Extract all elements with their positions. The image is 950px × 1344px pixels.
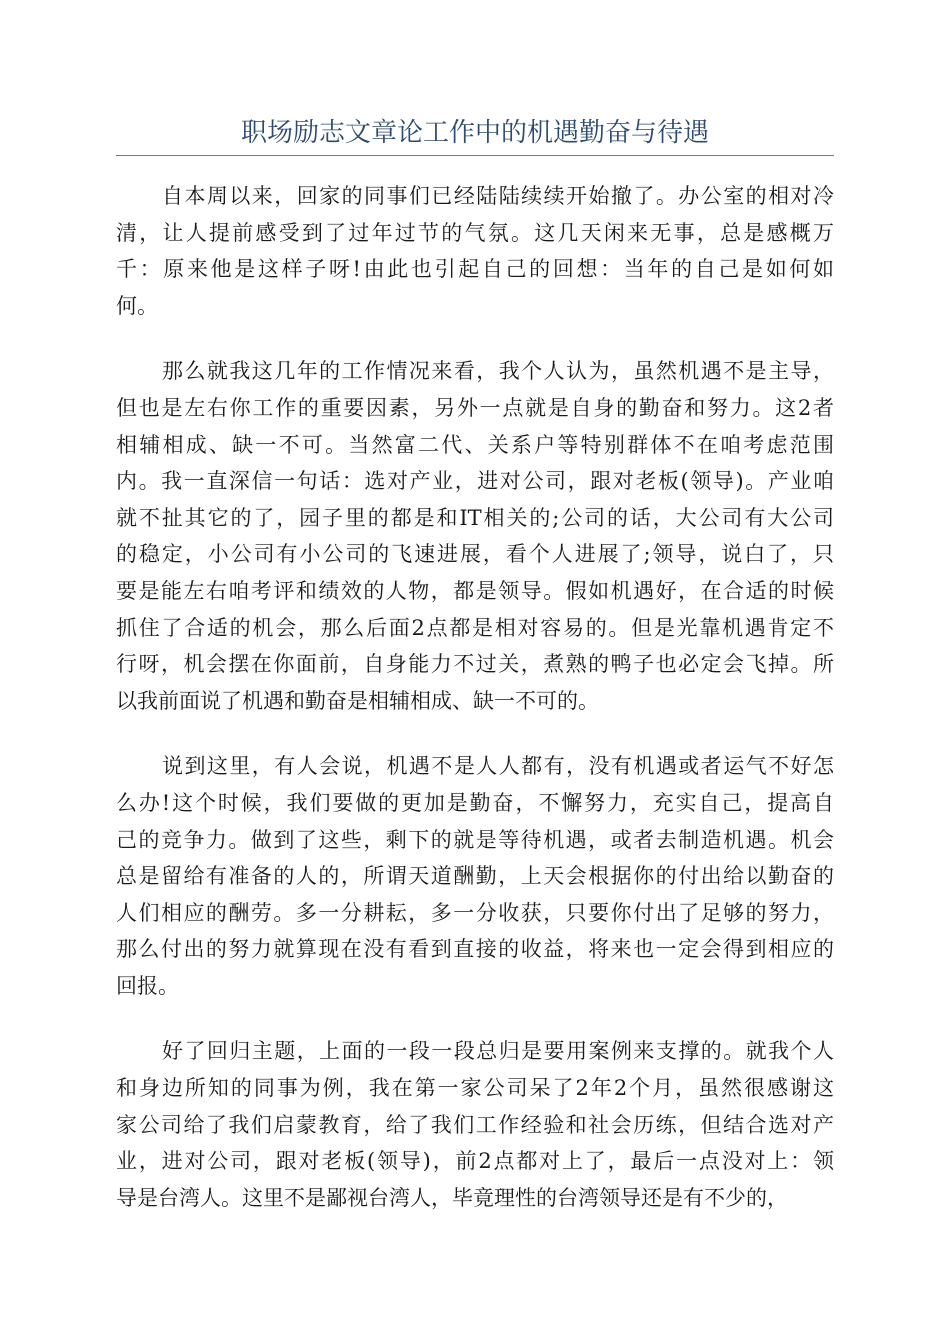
paragraph-line: 业，进对公司，跟对老板(领导)，前2点都对上了，最后一点没对上：领 — [116, 1149, 834, 1174]
paragraph-line: 己的竞争力。做到了这些，剩下的就是等待机遇，或者去制造机遇。机会 — [116, 827, 834, 852]
paragraph-line: 那么付出的努力就算现在没有看到直接的收益，将来也一定会得到相应的 — [116, 937, 834, 962]
paragraph-line: 就不扯其它的了，园子里的都是和IT相关的;公司的话，大公司有大公司 — [116, 505, 834, 530]
paragraph-line: 行呀，机会摆在你面前，自身能力不过关，煮熟的鸭子也必定会飞掉。所 — [116, 652, 834, 677]
document-body — [116, 178, 834, 1245]
paragraph-line: 导是台湾人。这里不是鄙视台湾人，毕竟理性的台湾领导还是有不少的， — [116, 1185, 788, 1210]
paragraph-line: 回报。 — [116, 973, 179, 998]
paragraph-line: 那么就我这几年的工作情况来看，我个人认为，虽然机遇不是主导， — [162, 359, 834, 384]
paragraph-line: 千：原来他是这样子呀!由此也引起自己的回想：当年的自己是如何如 — [116, 257, 834, 282]
paragraph-line: 总是留给有准备的人的，所谓天道酬勤，上天会根据你的付出给以勤奋的 — [116, 864, 834, 889]
paragraph-line: 好了回归主题，上面的一段一段总归是要用案例来支撑的。就我个人 — [162, 1039, 834, 1064]
paragraph-line: 自本周以来，回家的同事们已经陆陆续续开始撤了。办公室的相对冷 — [162, 184, 834, 208]
paragraph-line: 相辅相成、缺一不可。当然富二代、关系户等特别群体不在咱考虑范围 — [116, 432, 834, 457]
paragraph — [116, 748, 834, 1004]
paragraph-line: 说到这里，有人会说，机遇不是人人都有，没有机遇或者运气不好怎 — [162, 754, 834, 779]
paragraph-line: 但也是左右你工作的重要因素，另外一点就是自身的勤奋和努力。这2者 — [116, 395, 834, 420]
title-underline — [116, 155, 834, 156]
paragraph-line: 清，让人提前感受到了过年过节的气氛。这几天闲来无事，总是感概万 — [116, 220, 834, 245]
paragraph-line: 抓住了合适的机会，那么后面2点都是相对容易的。但是光靠机遇肯定不 — [116, 615, 834, 640]
paragraph — [116, 178, 834, 324]
paragraph-line: 要是能左右咱考评和绩效的人物，都是领导。假如机遇好，在合适的时候 — [116, 578, 834, 603]
paragraph-line: 和身边所知的同事为例，我在第一家公司呆了2年2个月，虽然很感谢这 — [116, 1076, 834, 1101]
document-title: 职场励志文章论工作中的机遇勤奋与待遇 — [240, 118, 709, 148]
paragraph-line: 么办!这个时候，我们要做的更加是勤奋，不懈努力，充实自己，提高自 — [116, 790, 834, 815]
paragraph — [116, 1033, 834, 1216]
paragraph-line: 家公司给了我们启蒙教育，给了我们工作经验和社会历练，但结合选对产 — [116, 1112, 834, 1137]
paragraph-line: 以我前面说了机遇和勤奋是相辅相成、缺一不可的。 — [116, 688, 599, 713]
paragraph-line: 的稳定，小公司有小公司的飞速进展，看个人进展了;领导，说白了，只 — [116, 542, 834, 567]
paragraph — [116, 353, 834, 719]
paragraph-line: 内。我一直深信一句话：选对产业，进对公司，跟对老板(领导)。产业咱 — [116, 469, 834, 494]
paragraph-line: 何。 — [116, 293, 158, 318]
paragraph-line: 人们相应的酬劳。多一分耕耘，多一分收获，只要你付出了足够的努力， — [116, 900, 834, 925]
